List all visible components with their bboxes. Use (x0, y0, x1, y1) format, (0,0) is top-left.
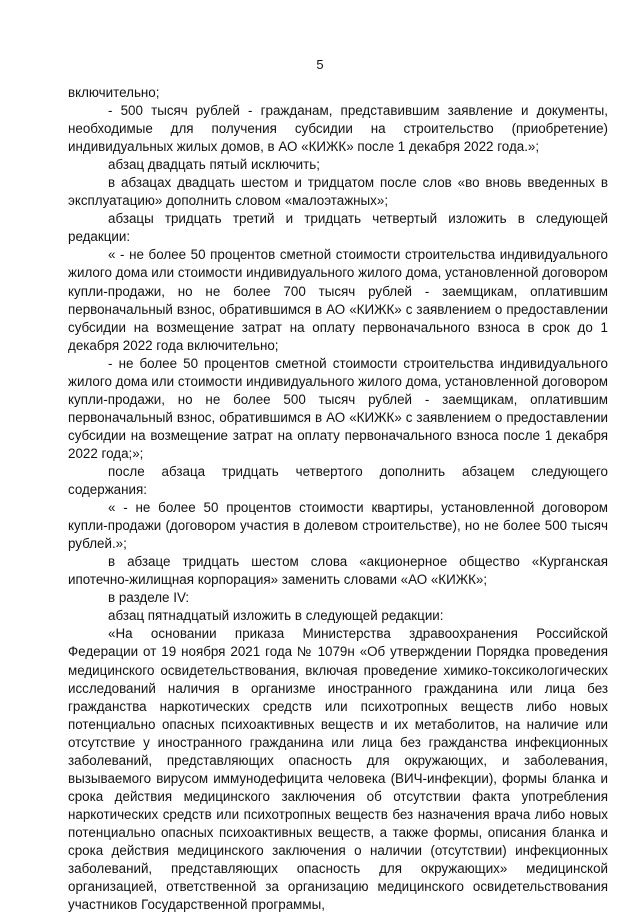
document-body (68, 84, 608, 914)
paragraph-8: после абзаца тридцать четвертого дополнить абзацем следующего содержания: (68, 463, 608, 498)
paragraph-7: - не более 50 процентов сметной стоимости строительства индивидуального жилого дома или стоимости индивидуального жилого дома, установленной договором купли-продажи, но не более 500 тысяч рублей - заемщикам, оплатившим первоначальный взнос, обратившимся в АО «КИЖК» с заявлением о предоставлении субсидии на возмещение затрат на оплату первоначального взноса после 1 декабря 2022 года;»; (68, 355, 608, 461)
paragraph-12: абзац пятнадцатый изложить в следующей редакции: (108, 608, 444, 624)
paragraph-3: абзац двадцать пятый исключить; (108, 157, 320, 173)
page-number: 5 (316, 57, 324, 72)
paragraph-13: «На основании приказа Министерства здравоохранения Российской Федерации от 19 ноября 2021 года № 1079н «Об утверждении Порядка проведения медицинского освидетельствования, включая проведение химико-токсикологических исследований наличия в организме иностранного гражданина или лица без гражданства наркотических средств или психотропных веществ либо новых потенциально опасных психоактивных веществ и их метаболитов, на наличие или отсутствие у иностранного гражданина или лица без гражданства инфекционных заболеваний, представляющих опасность для окружающих, и заболевания, вызываемого вирусом иммунодефицита человека (ВИЧ-инфекции), формы бланка и срока действия медицинского заключения об отсутствии факта употребления наркотических средств или психотропных веществ без назначения врача либо новых потенциально опасных психоактивных веществ, а также формы, описания бланка и срока действия медицинского заключения о наличии (отсутствии) инфекционных заболеваний, представляющих опасность для окружающих» медицинской организацией, ответственной за организацию медицинского освидетельствования участников Государственной программы, (68, 626, 608, 913)
paragraph-10: в абзаце тридцать шестом слова «акционерное общество «Курганская ипотечно-жилищная корпорация» заменить словами «АО «КИЖК»; (68, 554, 608, 588)
paragraph-1: включительно; (68, 85, 160, 100)
paragraph-2: - 500 тысяч рублей - гражданам, представившим заявление и документы, необходимые для получения субсидии на строительство (приобретение) индивидуальных жилых домов, в АО «КИЖК» после 1 декабря 2022 года.»; (68, 103, 608, 155)
paragraph-9: « - не более 50 процентов стоимости квартиры, установленной договором купли-продажи (договором участия в долевом строительстве), но не более 500 тысяч рублей.»; (68, 500, 608, 552)
paragraph-4: в абзацах двадцать шестом и тридцатом после слов «во вновь введенных в эксплуатацию» дополнить словом «малоэтажных»; (68, 175, 608, 209)
paragraph-11: в разделе IV: (108, 590, 190, 606)
paragraph-6: « - не более 50 процентов сметной стоимости строительства индивидуального жилого дома или стоимости индивидуального жилого дома, установленной договором купли-продажи, но не более 700 тысяч рублей - заемщикам, оплатившим первоначальный взнос, обратившимся в АО «КИЖК» с заявлением о предоставлении субсидии на возмещение затрат на оплату первоначального взноса в срок до 1 декабря 2022 года включительно; (68, 247, 608, 353)
paragraph-5: абзацы тридцать третий и тридцать четвертый изложить в следующей редакции: (68, 211, 608, 245)
